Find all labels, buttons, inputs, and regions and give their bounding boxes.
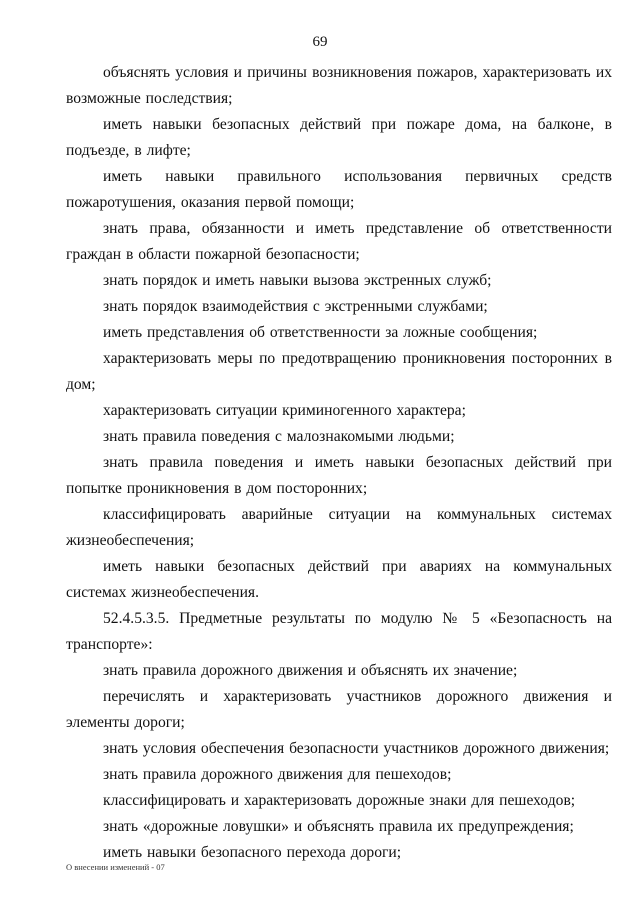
paragraph: знать порядок взаимодействия с экстренными службами; — [103, 298, 488, 315]
paragraph: характеризовать ситуации криминогенного характера; — [103, 402, 466, 419]
paragraph: знать правила дорожного движения и объяснять их значение; — [103, 662, 518, 679]
paragraph: иметь навыки безопасных действий при авариях на коммунальных системах жизнеобеспечения. — [66, 558, 612, 601]
body-text — [66, 60, 612, 866]
paragraph: классифицировать и характеризовать дорожные знаки для пешеходов; — [103, 792, 576, 809]
paragraph: характеризовать меры по предотвращению проникновения посторонних в дом; — [66, 350, 612, 393]
paragraph: знать условия обеспечения безопасности участников дорожного движения; — [103, 740, 610, 757]
paragraph: перечислять и характеризовать участников дорожного движения и элементы дороги; — [66, 688, 612, 731]
section-heading-paragraph: 52.4.5.3.5. Предметные результаты по модулю № 5 «Безопасность на транспорте»: — [66, 610, 612, 653]
page-number: 69 — [312, 34, 328, 50]
paragraph: знать правила поведения и иметь навыки безопасных действий при попытке проникновения в дом посторонних; — [66, 454, 612, 497]
paragraph: иметь навыки безопасных действий при пожаре дома, на балконе, в подъезде, в лифте; — [66, 116, 612, 159]
paragraph: знать правила поведения с малознакомыми людьми; — [103, 428, 455, 445]
footer-note: О внесении изменений - 07 — [66, 862, 165, 872]
paragraph: иметь представления об ответственности за ложные сообщения; — [103, 324, 538, 341]
paragraph: знать права, обязанности и иметь представление об ответственности граждан в области пожарной безопасности; — [66, 220, 612, 263]
paragraph: знать «дорожные ловушки» и объяснять правила их предупреждения; — [103, 818, 574, 835]
paragraph: знать порядок и иметь навыки вызова экстренных служб; — [103, 272, 492, 289]
paragraph: классифицировать аварийные ситуации на коммунальных системах жизнеобеспечения; — [66, 506, 612, 549]
paragraph: иметь навыки правильного использования первичных средств пожаротушения, оказания первой помощи; — [66, 168, 612, 211]
paragraph: объяснять условия и причины возникновения пожаров, характеризовать их возможные последствия; — [66, 64, 612, 107]
paragraph: иметь навыки безопасного перехода дороги; — [103, 844, 402, 861]
paragraph: знать правила дорожного движения для пешеходов; — [103, 766, 452, 783]
